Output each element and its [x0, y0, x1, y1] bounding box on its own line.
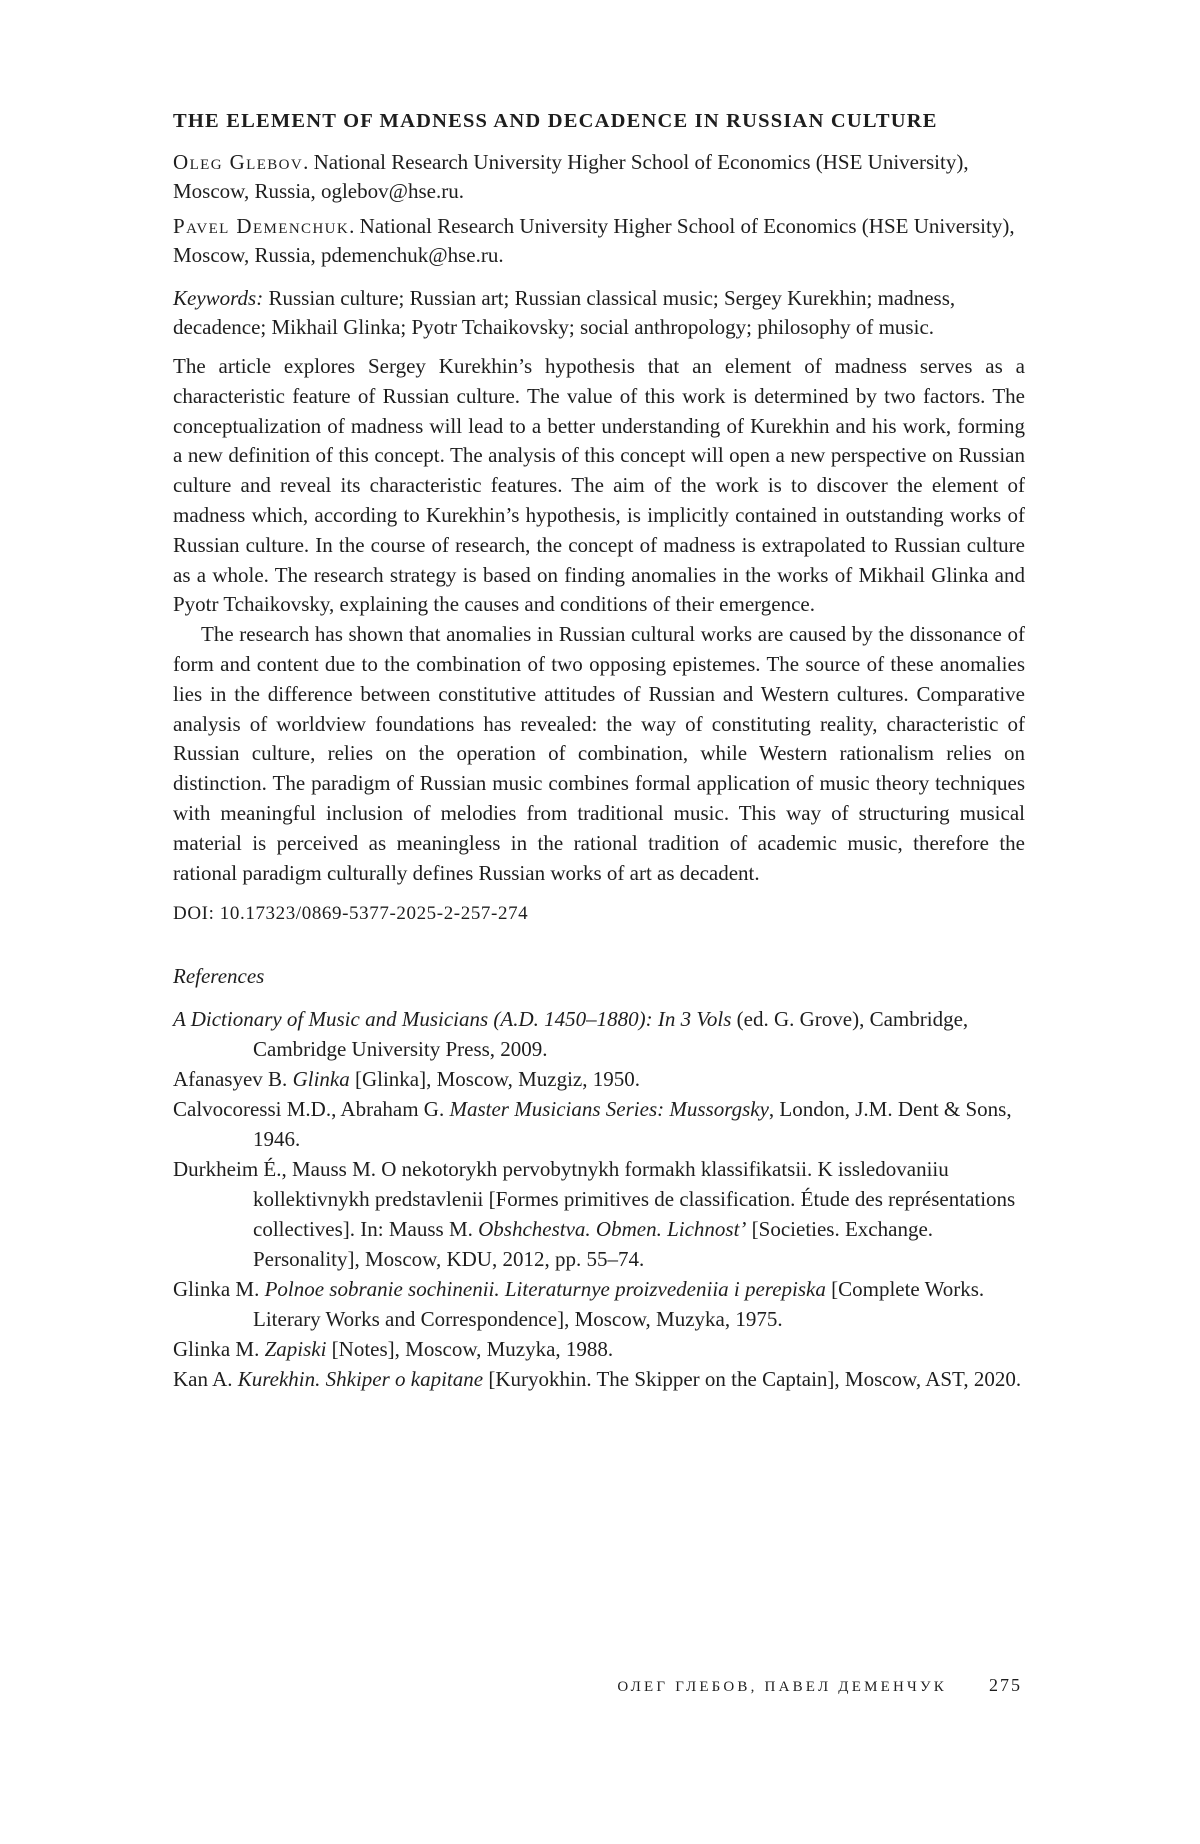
- reference-item: Kan A. Kurekhin. Shkiper o kapitane [Kuryokhin. The Skipper on the Captain], Moscow, AST, 2020.: [173, 1367, 1022, 1392]
- reference-item: Durkheim É., Mauss M. O nekotorykh pervobytnykh formakh klassifikatsii. K issledovaniiu kollektivnykh predstavlenii [Formes primitives de classification. Étude des représentations collectives]. In: Mauss M. Obshchestva. Obmen. Lichnost’ [Societies. Exchange. Personality], Moscow, KDU, 2012, pp. 55–74.: [173, 1157, 1016, 1272]
- keywords-label: Keywords:: [173, 286, 264, 310]
- author-1-name: Oleg Glebov: [173, 150, 304, 174]
- doi: DOI: 10.17323/0869-5377-2025-2-257-274: [173, 903, 529, 925]
- abstract-paragraph-1: The article explores Sergey Kurekhin’s hypothesis that an element of madness serves as a characteristic feature of Russian culture. The value of this work is determined by two factors. The conceptualization of madness will lead to a better understanding of Kurekhin and his work, forming a new definition of this concept. The analysis of this concept will open a new perspective on Russian culture and reveal its characteristic features. The aim of the work is to discover the element of madness which, according to Kurekhin’s hypothesis, is implicitly contained in outstanding works of Russian culture. In the course of research, the concept of madness is extrapolated to Russian culture as a whole. The research strategy is based on finding anomalies in the works of Mikhail Glinka and Pyotr Tchaikovsky, explaining the causes and conditions of their emergence.: [173, 354, 1025, 617]
- abstract-paragraph-2: The research has shown that anomalies in Russian cultural works are caused by the dissonance of form and content due to the combination of two opposing epistemes. The source of these anomalies lies in the difference between constitutive attitudes of Russian and Western cultures. Comparative analysis of worldview foundations has revealed: the way of constituting reality, characteristic of Russian culture, relies on the operation of combination, while Western rationalism relies on distinction. The paradigm of Russian music combines formal application of music theory techniques with meaningful inclusion of melodies from traditional music. This way of structuring musical material is perceived as meaningless in the rational tradition of academic music, therefore the rational paradigm culturally defines Russian works of art as decadent.: [173, 622, 1025, 885]
- page-footer: [560, 1675, 1022, 1696]
- reference-item: Glinka M. Polnoe sobranie sochinenii. Literaturnye proizvedeniia i perepiska [Complete Works. Literary Works and Correspondence], Moscow, Muzyka, 1975.: [173, 1277, 985, 1332]
- author-2-affiliation: . National Research University Higher School of Economics (HSE University), Moscow, Russia, pdemenchuk@hse.ru.: [173, 214, 1015, 267]
- reference-item: A Dictionary of Music and Musicians (A.D. 1450–1880): In 3 Vols (ed. G. Grove), Cambridge, Cambridge University Press, 2009.: [173, 1007, 969, 1062]
- reference-item: Glinka M. Zapiski [Notes], Moscow, Muzyka, 1988.: [173, 1337, 614, 1362]
- page-number: 275: [989, 1675, 1022, 1695]
- author-1-affiliation: . National Research University Higher School of Economics (HSE University), Moscow, Russia, oglebov@hse.ru.: [173, 150, 969, 203]
- running-head: ОЛЕГ ГЛЕБОВ, ПАВЕЛ ДЕМЕНЧУК: [617, 1679, 947, 1695]
- article-page: [173, 108, 1025, 1394]
- reference-item: Calvocoressi M.D., Abraham G. Master Musicians Series: Mussorgsky, London, J.M. Dent & Sons, 1946.: [173, 1097, 1012, 1152]
- references-list: [173, 1004, 1025, 1394]
- author-1: [173, 148, 1025, 206]
- keywords-text: Russian culture; Russian art; Russian classical music; Sergey Kurekhin; madness, decadence; Mikhail Glinka; Pyotr Tchaikovsky; social anthropology; philosophy of music.: [173, 286, 956, 339]
- author-2-name: Pavel Demenchuk: [173, 214, 350, 238]
- references-heading: References: [173, 964, 265, 989]
- abstract: [173, 352, 1025, 888]
- article-title: THE ELEMENT OF MADNESS AND DECADENCE IN RUSSIAN CULTURE: [173, 110, 938, 132]
- keywords: [173, 284, 1025, 342]
- reference-item: Afanasyev B. Glinka [Glinka], Moscow, Muzgiz, 1950.: [173, 1067, 640, 1092]
- author-2: [173, 212, 1025, 270]
